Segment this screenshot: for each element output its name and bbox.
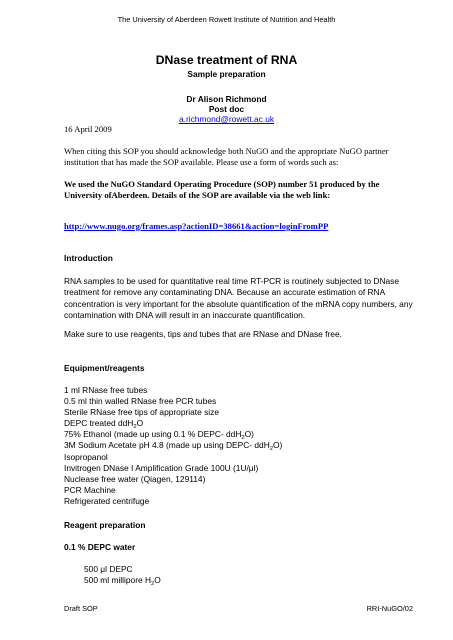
citation-text: We used the NuGO Standard Operating Procedure (SOP) number 51 produced by the University ofAberdeen. Details of the SOP are available via the web link: (64, 179, 380, 200)
depc-water-subheading: 0.1 % DEPC water (64, 542, 136, 552)
list-item: PCR Machine (64, 484, 116, 495)
list-item: 0.5 ml thin walled RNase free PCR tubes (64, 396, 217, 407)
reagent-preparation-heading: Reagent preparation (64, 520, 146, 530)
author-name: Dr Alison Richmond (186, 94, 267, 104)
list-item: Sterile RNase free tips of appropriate size (64, 407, 220, 418)
sop-web-link[interactable]: http://www.nugo.org/frames.asp?actionID=38661&action=loginFromPP (64, 221, 329, 231)
list-item: 75% Ethanol (made up using 0.1 % DEPC- ddH$_2$O) (64, 429, 254, 442)
list-item: 500 ml millipore $H_2O$ (84, 575, 161, 588)
list-item: 1 ml RNase free tubes (64, 385, 148, 395)
introduction-note: Make sure to use reagents, tips and tubes that are RNase and DNase free. (64, 329, 342, 339)
footer-status: Draft SOP (64, 604, 98, 613)
author-role: Post doc (208, 104, 245, 114)
depc-water-list (84, 564, 161, 586)
equipment-list (64, 385, 282, 507)
document-date: 16 April 2009 (64, 124, 112, 134)
introduction-heading: Introduction (64, 253, 113, 263)
list-item: Invitrogen DNase I Amplification Grade 100U (1U/μl) (64, 462, 259, 473)
document-subtitle: Sample preparation (187, 69, 266, 79)
page-header: The University of Aberdeen Rowett Institute of Nutrition and Health (117, 15, 336, 24)
list-item: DEPC treated ddH$_2$O (64, 418, 144, 431)
equipment-heading: Equipment/reagents (64, 363, 145, 373)
list-item: 3M Sodium Acetate pH 4.8 (made up using DEPC- ddH$_2$O) (64, 440, 283, 453)
list-item: 500 μl DEPC (84, 564, 133, 574)
list-item: Refrigerated centrifuge (64, 495, 150, 506)
footer-document-id: RRI-NuGO/02 (366, 604, 413, 613)
list-item: Nuclease free water (Qiagen, 129114) (64, 473, 206, 484)
citation-note: When citing this SOP you should acknowledge both NuGO and the appropriate NuGO partner institution that has made the SOP available. Please use a form of words such as: (64, 146, 389, 167)
introduction-paragraph: RNA samples to be used for quantitative real time RT-PCR is routinely subjected to DNase treatment for remove any contaminating DNA. Because an accurate estimation of RNA concentration is very important for the absolute quantification of the mRNA copy numbers, any contamination with DNA will result in an inaccurate quantification. (64, 276, 413, 321)
author-email-link[interactable]: a.richmond@rowett.ac.uk (178, 114, 275, 124)
list-item: Isopropanol (64, 451, 108, 462)
document-title: DNase treatment of RNA (155, 53, 298, 67)
